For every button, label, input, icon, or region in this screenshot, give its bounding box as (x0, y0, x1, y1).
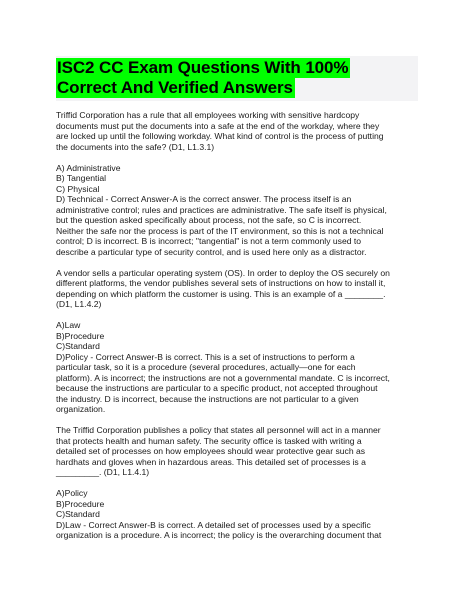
option-c: C) Physical (56, 183, 100, 194)
option-b: B)Procedure (56, 330, 105, 341)
question-text: Triffid Corporation has a rule that all employees working with sensitive hardcopy documents must put the documents into a safe at the end of the workday, where they are locked up until the following workday. What kind of control is the process of putting the documents into the safe? (D1, L1.3.1) (56, 110, 384, 152)
title-line-1: ISC2 CC Exam Questions With 100% (57, 58, 349, 77)
answer-options (56, 163, 420, 258)
answer-explanation: D)Policy - Correct Answer-B is correct. This is a set of instructions to perform a particular task, so it is a procedure (several procedures, actually—one for each platform). A is incorrect; the instructions are not a governmental mandate. C is incorrect, because the instructions are particular to a specific product, not accepted throughout the industry. D is incorrect, because the instructions are not particular to a given organization. (56, 351, 390, 414)
answer-explanation: D)Law - Correct Answer-B is correct. A detailed set of processes used by a specific organization is a procedure. A is incorrect; the policy is the overarching document that (56, 519, 382, 540)
answer-options (56, 320, 420, 415)
option-c: C)Standard (56, 509, 100, 519)
option-a: A)Law (56, 320, 81, 330)
document-page (56, 56, 420, 541)
option-a: A) Administrative (56, 162, 121, 173)
title-line-2: Correct And Verified Answers (57, 78, 293, 97)
option-b: B)Procedure (56, 498, 105, 509)
option-a: A)Policy (56, 488, 88, 498)
answer-explanation: D) Technical - Correct Answer-A is the correct answer. The process itself is an administrative control; rules and practices are administrative. The safe itself is physical, but the question asked specifically about process, not the safe, so C is incorrect. Neither the safe nor the process is part of the IT environment, so this is not a technical control; D is incorrect. B is incorrect; "tangential" is not a term commonly used to describe a particular type of security control, and is used here only as a distractor. (56, 194, 387, 257)
document-title (56, 56, 418, 101)
answer-options (56, 488, 420, 541)
option-b: B) Tangential (56, 173, 107, 183)
question-text: The Triffid Corporation publishes a policy that states all personnel will act in a manner that protects health and human safety. The security office is tasked with writing a detailed set of processes on how employees should wear protective gear such as hardhats and gloves when in hazardous areas. This detailed set of processes is a _________. (D1, L1.4.1) (56, 425, 381, 477)
question-text: A vendor sells a particular operating system (OS). In order to deploy the OS securely on different platforms, the vendor publishes several sets of instructions on how to install it, depending on which platform the customer is using. This is an example of a ________. (D1, L1.4.2) (56, 267, 390, 309)
option-c: C)Standard (56, 341, 100, 351)
